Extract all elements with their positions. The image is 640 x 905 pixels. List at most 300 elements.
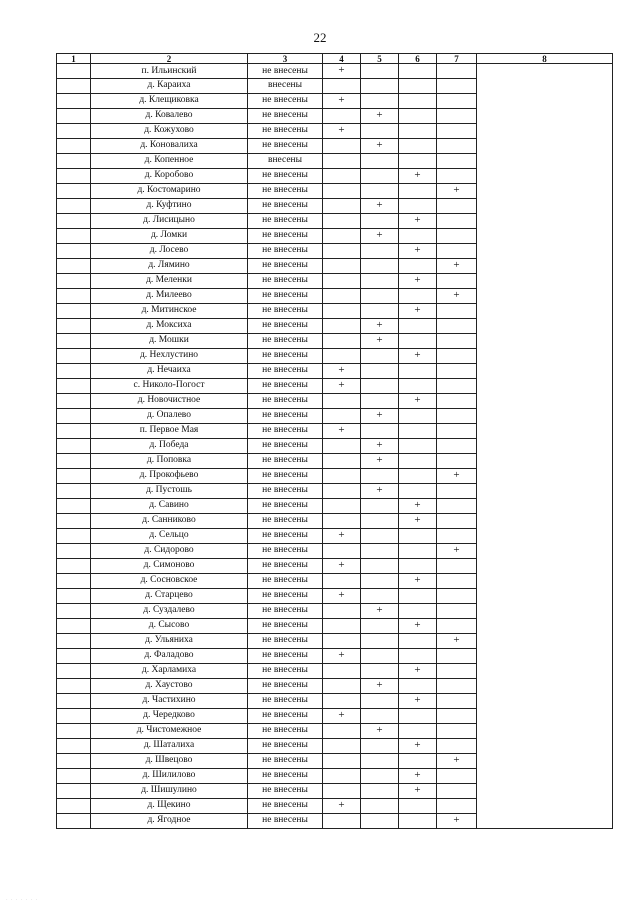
- plus-mark: +: [338, 798, 345, 811]
- cell-col-4: [323, 693, 361, 708]
- cell-col-4: [323, 798, 361, 813]
- cell-number: [57, 423, 91, 438]
- cell-col-7: [437, 363, 477, 378]
- cell-settlement-name: д. Караиха: [91, 79, 248, 94]
- cell-status: не внесены: [248, 753, 323, 768]
- cell-col-5: [361, 153, 399, 168]
- cell-col-4: [323, 258, 361, 273]
- cell-number: [57, 393, 91, 408]
- cell-col-6: [399, 318, 437, 333]
- cell-col-7: [437, 303, 477, 318]
- cell-status: не внесены: [248, 303, 323, 318]
- cell-settlement-name: д. Костомарино: [91, 183, 248, 198]
- cell-col-6: [399, 438, 437, 453]
- col-header-2: 2: [91, 54, 248, 64]
- cell-col-4: [323, 603, 361, 618]
- cell-settlement-name: д. Мошки: [91, 333, 248, 348]
- cell-col-5: [361, 378, 399, 393]
- scan-artifact: · · · · · · ·: [6, 898, 39, 903]
- cell-col-4: [323, 243, 361, 258]
- plus-mark: +: [376, 138, 383, 151]
- cell-status: не внесены: [248, 363, 323, 378]
- cell-status: не внесены: [248, 93, 323, 108]
- cell-col-4: [323, 813, 361, 828]
- cell-col-5: [361, 618, 399, 633]
- cell-col-6: [399, 303, 437, 318]
- cell-settlement-name: д. Опалево: [91, 408, 248, 423]
- cell-col-4: [323, 438, 361, 453]
- cell-settlement-name: д. Ковалево: [91, 108, 248, 123]
- cell-col-4: [323, 738, 361, 753]
- cell-number: [57, 708, 91, 723]
- cell-status: не внесены: [248, 243, 323, 258]
- plus-mark: +: [376, 723, 383, 736]
- cell-col-6: [399, 378, 437, 393]
- cell-number: [57, 558, 91, 573]
- cell-status: не внесены: [248, 618, 323, 633]
- plus-mark: +: [338, 363, 345, 376]
- cell-col-7: [437, 798, 477, 813]
- cell-number: [57, 783, 91, 798]
- cell-col-4: [323, 648, 361, 663]
- cell-col-7: [437, 318, 477, 333]
- cell-col-6: [399, 648, 437, 663]
- cell-col-6: [399, 753, 437, 768]
- cell-col-5: [361, 288, 399, 303]
- cell-col-6: [399, 708, 437, 723]
- cell-status: не внесены: [248, 138, 323, 153]
- cell-number: [57, 288, 91, 303]
- cell-col-4: [323, 123, 361, 138]
- table-header-row: [57, 54, 613, 64]
- plus-mark: +: [453, 813, 460, 826]
- cell-col-7: [437, 228, 477, 243]
- cell-settlement-name: д. Щекино: [91, 798, 248, 813]
- cell-col-5: [361, 318, 399, 333]
- plus-mark: +: [376, 453, 383, 466]
- plus-mark: +: [414, 498, 421, 511]
- cell-col-6: [399, 483, 437, 498]
- cell-col-5: [361, 528, 399, 543]
- cell-settlement-name: д. Победа: [91, 438, 248, 453]
- cell-col-5: [361, 768, 399, 783]
- cell-col-6: [399, 79, 437, 94]
- cell-number: [57, 618, 91, 633]
- cell-status: не внесены: [248, 288, 323, 303]
- cell-status: не внесены: [248, 648, 323, 663]
- cell-col-7: [437, 663, 477, 678]
- cell-settlement-name: д. Шилилово: [91, 768, 248, 783]
- cell-col-4: [323, 543, 361, 558]
- cell-col-6: [399, 93, 437, 108]
- plus-mark: +: [414, 303, 421, 316]
- cell-settlement-name: д. Харламиха: [91, 663, 248, 678]
- cell-settlement-name: д. Пустошь: [91, 483, 248, 498]
- cell-col-7: [437, 753, 477, 768]
- plus-mark: +: [338, 588, 345, 601]
- cell-col-5: [361, 64, 399, 79]
- cell-number: [57, 543, 91, 558]
- cell-col-4: [323, 183, 361, 198]
- cell-settlement-name: д. Меленки: [91, 273, 248, 288]
- cell-number: [57, 333, 91, 348]
- cell-col-7: [437, 588, 477, 603]
- cell-settlement-name: д. Нехлустино: [91, 348, 248, 363]
- cell-settlement-name: д. Частихино: [91, 693, 248, 708]
- plus-mark: +: [376, 228, 383, 241]
- cell-col-7: [437, 79, 477, 94]
- cell-col-4: [323, 528, 361, 543]
- cell-col-4: [323, 513, 361, 528]
- cell-status: не внесены: [248, 738, 323, 753]
- cell-settlement-name: д. Лисицыно: [91, 213, 248, 228]
- cell-settlement-name: д. Шишулино: [91, 783, 248, 798]
- plus-mark: +: [376, 318, 383, 331]
- cell-settlement-name: д. Симоново: [91, 558, 248, 573]
- plus-mark: +: [376, 678, 383, 691]
- cell-number: [57, 273, 91, 288]
- cell-col-5: [361, 798, 399, 813]
- cell-status: внесены: [248, 79, 323, 94]
- cell-status: не внесены: [248, 513, 323, 528]
- cell-number: [57, 513, 91, 528]
- cell-col-4: [323, 213, 361, 228]
- cell-col-4: [323, 453, 361, 468]
- cell-settlement-name: д. Суздалево: [91, 603, 248, 618]
- cell-col-7: [437, 813, 477, 828]
- plus-mark: +: [338, 93, 345, 106]
- cell-status: не внесены: [248, 693, 323, 708]
- cell-col-5: [361, 813, 399, 828]
- cell-settlement-name: д. Сысово: [91, 618, 248, 633]
- cell-col-7: [437, 408, 477, 423]
- cell-col-5: [361, 273, 399, 288]
- cell-col-5: [361, 438, 399, 453]
- cell-col-6: [399, 603, 437, 618]
- cell-settlement-name: д. Чередково: [91, 708, 248, 723]
- plus-mark: +: [414, 618, 421, 631]
- cell-number: [57, 813, 91, 828]
- table-row: [57, 64, 613, 79]
- cell-col-5: [361, 213, 399, 228]
- cell-status: не внесены: [248, 108, 323, 123]
- cell-number: [57, 498, 91, 513]
- cell-col-7: [437, 183, 477, 198]
- cell-col-7: [437, 288, 477, 303]
- plus-mark: +: [376, 603, 383, 616]
- plus-mark: +: [338, 528, 345, 541]
- cell-status: не внесены: [248, 348, 323, 363]
- cell-status: не внесены: [248, 453, 323, 468]
- cell-col-6: [399, 528, 437, 543]
- cell-col-7: [437, 768, 477, 783]
- cell-settlement-name: д. Моксиха: [91, 318, 248, 333]
- cell-col-7: [437, 573, 477, 588]
- cell-col-4: [323, 303, 361, 318]
- cell-number: [57, 768, 91, 783]
- cell-number: [57, 663, 91, 678]
- cell-col-6: [399, 468, 437, 483]
- cell-col-5: [361, 588, 399, 603]
- cell-col-7: [437, 453, 477, 468]
- cell-col-4: [323, 558, 361, 573]
- plus-mark: +: [453, 183, 460, 196]
- cell-status: не внесены: [248, 408, 323, 423]
- cell-number: [57, 408, 91, 423]
- page-number: 22: [313, 30, 327, 45]
- plus-mark: +: [414, 663, 421, 676]
- cell-settlement-name: д. Санниково: [91, 513, 248, 528]
- cell-col-6: [399, 393, 437, 408]
- cell-status: не внесены: [248, 438, 323, 453]
- cell-col-4: [323, 618, 361, 633]
- cell-col-6: [399, 258, 437, 273]
- cell-status: не внесены: [248, 528, 323, 543]
- cell-col-4: [323, 468, 361, 483]
- cell-col-5: [361, 228, 399, 243]
- cell-col-7: [437, 723, 477, 738]
- cell-col-7: [437, 258, 477, 273]
- cell-settlement-name: д. Куфтино: [91, 198, 248, 213]
- cell-col-5: [361, 678, 399, 693]
- cell-col-7: [437, 198, 477, 213]
- cell-col-7: [437, 168, 477, 183]
- plus-mark: +: [414, 243, 421, 256]
- plus-mark: +: [414, 273, 421, 286]
- cell-col-7: [437, 783, 477, 798]
- cell-settlement-name: д. Нечаиха: [91, 363, 248, 378]
- cell-col-6: [399, 408, 437, 423]
- cell-col-6: [399, 768, 437, 783]
- cell-col-5: [361, 723, 399, 738]
- col-header-8: 8: [477, 54, 613, 64]
- cell-settlement-name: д. Фаладово: [91, 648, 248, 663]
- cell-status: не внесены: [248, 813, 323, 828]
- cell-col-5: [361, 108, 399, 123]
- cell-status: не внесены: [248, 588, 323, 603]
- cell-number: [57, 348, 91, 363]
- cell-number: [57, 378, 91, 393]
- cell-col-6: [399, 723, 437, 738]
- plus-mark: +: [338, 123, 345, 136]
- cell-col-4: [323, 108, 361, 123]
- plus-mark: +: [414, 168, 421, 181]
- plus-mark: +: [414, 573, 421, 586]
- plus-mark: +: [414, 393, 421, 406]
- cell-col-7: [437, 693, 477, 708]
- cell-number: [57, 303, 91, 318]
- cell-col-4: [323, 663, 361, 678]
- cell-col-5: [361, 708, 399, 723]
- cell-status: не внесены: [248, 228, 323, 243]
- cell-col-5: [361, 543, 399, 558]
- cell-col-7: [437, 64, 477, 79]
- cell-col-5: [361, 603, 399, 618]
- cell-col-6: [399, 543, 437, 558]
- cell-col-4: [323, 393, 361, 408]
- cell-status: не внесены: [248, 123, 323, 138]
- cell-status: внесены: [248, 153, 323, 168]
- plus-mark: +: [376, 408, 383, 421]
- cell-status: не внесены: [248, 333, 323, 348]
- cell-number: [57, 633, 91, 648]
- cell-col-6: [399, 633, 437, 648]
- plus-mark: +: [376, 108, 383, 121]
- cell-col-6: [399, 693, 437, 708]
- plus-mark: +: [338, 648, 345, 661]
- cell-col-7: [437, 108, 477, 123]
- cell-col-7: [437, 678, 477, 693]
- cell-col-6: [399, 64, 437, 79]
- cell-settlement-name: д. Клещиковка: [91, 93, 248, 108]
- col-header-6: 6: [399, 54, 437, 64]
- cell-col-5: [361, 408, 399, 423]
- cell-col-7: [437, 213, 477, 228]
- cell-number: [57, 243, 91, 258]
- cell-status: не внесены: [248, 783, 323, 798]
- col-header-4: 4: [323, 54, 361, 64]
- cell-col-7: [437, 123, 477, 138]
- cell-col-6: [399, 273, 437, 288]
- cell-col-4: [323, 723, 361, 738]
- cell-col-4: [323, 138, 361, 153]
- plus-mark: +: [338, 423, 345, 436]
- cell-status: не внесены: [248, 168, 323, 183]
- cell-col-7: [437, 378, 477, 393]
- cell-number: [57, 753, 91, 768]
- cell-col-7: [437, 483, 477, 498]
- cell-number: [57, 468, 91, 483]
- cell-status: не внесены: [248, 678, 323, 693]
- cell-col-5: [361, 453, 399, 468]
- cell-col-7: [437, 243, 477, 258]
- cell-col-5: [361, 303, 399, 318]
- cell-col-7: [437, 543, 477, 558]
- cell-col-7: [437, 468, 477, 483]
- cell-number: [57, 108, 91, 123]
- cell-col-4: [323, 93, 361, 108]
- cell-number: [57, 798, 91, 813]
- cell-col-5: [361, 363, 399, 378]
- cell-number: [57, 138, 91, 153]
- cell-col-7: [437, 513, 477, 528]
- cell-status: не внесены: [248, 498, 323, 513]
- cell-col-4: [323, 273, 361, 288]
- cell-col-7: [437, 438, 477, 453]
- plus-mark: +: [414, 783, 421, 796]
- cell-settlement-name: п. Ильинский: [91, 64, 248, 79]
- plus-mark: +: [414, 768, 421, 781]
- plus-mark: +: [338, 708, 345, 721]
- cell-col-4: [323, 363, 361, 378]
- plus-mark: +: [453, 543, 460, 556]
- cell-col-6: [399, 183, 437, 198]
- cell-col-5: [361, 258, 399, 273]
- cell-settlement-name: д. Коновалиха: [91, 138, 248, 153]
- cell-col-6: [399, 153, 437, 168]
- cell-number: [57, 258, 91, 273]
- cell-number: [57, 213, 91, 228]
- cell-col-5: [361, 243, 399, 258]
- cell-col-5: [361, 333, 399, 348]
- cell-status: не внесены: [248, 64, 323, 79]
- cell-status: не внесены: [248, 393, 323, 408]
- cell-status: не внесены: [248, 768, 323, 783]
- cell-settlement-name: д. Коробово: [91, 168, 248, 183]
- cell-col-4: [323, 588, 361, 603]
- cell-settlement-name: д. Сидорово: [91, 543, 248, 558]
- cell-settlement-name: д. Сельцо: [91, 528, 248, 543]
- plus-mark: +: [453, 288, 460, 301]
- plus-mark: +: [414, 693, 421, 706]
- cell-settlement-name: д. Хаустово: [91, 678, 248, 693]
- cell-number: [57, 723, 91, 738]
- cell-number: [57, 588, 91, 603]
- cell-col-7: [437, 348, 477, 363]
- plus-mark: +: [338, 558, 345, 571]
- cell-col-4: [323, 168, 361, 183]
- cell-status: не внесены: [248, 378, 323, 393]
- plus-mark: +: [414, 513, 421, 526]
- cell-settlement-name: д. Чистомежное: [91, 723, 248, 738]
- cell-col-4: [323, 153, 361, 168]
- cell-col-6: [399, 663, 437, 678]
- cell-status: не внесены: [248, 723, 323, 738]
- cell-col-7: [437, 648, 477, 663]
- cell-col-5: [361, 93, 399, 108]
- cell-number: [57, 693, 91, 708]
- cell-col-5: [361, 123, 399, 138]
- cell-col-5: [361, 138, 399, 153]
- plus-mark: +: [453, 633, 460, 646]
- cell-number: [57, 183, 91, 198]
- cell-col-4: [323, 318, 361, 333]
- cell-settlement-name: д. Ломки: [91, 228, 248, 243]
- cell-col-4: [323, 408, 361, 423]
- cell-number: [57, 228, 91, 243]
- col-header-1: 1: [57, 54, 91, 64]
- plus-mark: +: [414, 213, 421, 226]
- plus-mark: +: [414, 348, 421, 361]
- cell-col-7: [437, 558, 477, 573]
- cell-number: [57, 93, 91, 108]
- cell-settlement-name: д. Митинское: [91, 303, 248, 318]
- cell-col-4: [323, 79, 361, 94]
- cell-col-5: [361, 648, 399, 663]
- cell-col-6: [399, 288, 437, 303]
- cell-number: [57, 453, 91, 468]
- cell-col-5: [361, 168, 399, 183]
- cell-number: [57, 79, 91, 94]
- cell-col-7: [437, 153, 477, 168]
- cell-number: [57, 483, 91, 498]
- plus-mark: +: [376, 438, 383, 451]
- cell-col-6: [399, 783, 437, 798]
- cell-col-4: [323, 753, 361, 768]
- plus-mark: +: [338, 64, 345, 76]
- cell-settlement-name: д. Лосево: [91, 243, 248, 258]
- cell-status: не внесены: [248, 423, 323, 438]
- cell-col-4: [323, 573, 361, 588]
- cell-col-4: [323, 483, 361, 498]
- cell-settlement-name: д. Прокофьево: [91, 468, 248, 483]
- col-header-5: 5: [361, 54, 399, 64]
- cell-col-6: [399, 618, 437, 633]
- cell-col-5: [361, 468, 399, 483]
- cell-col-6: [399, 498, 437, 513]
- cell-settlement-name: д. Старцево: [91, 588, 248, 603]
- col-header-7: 7: [437, 54, 477, 64]
